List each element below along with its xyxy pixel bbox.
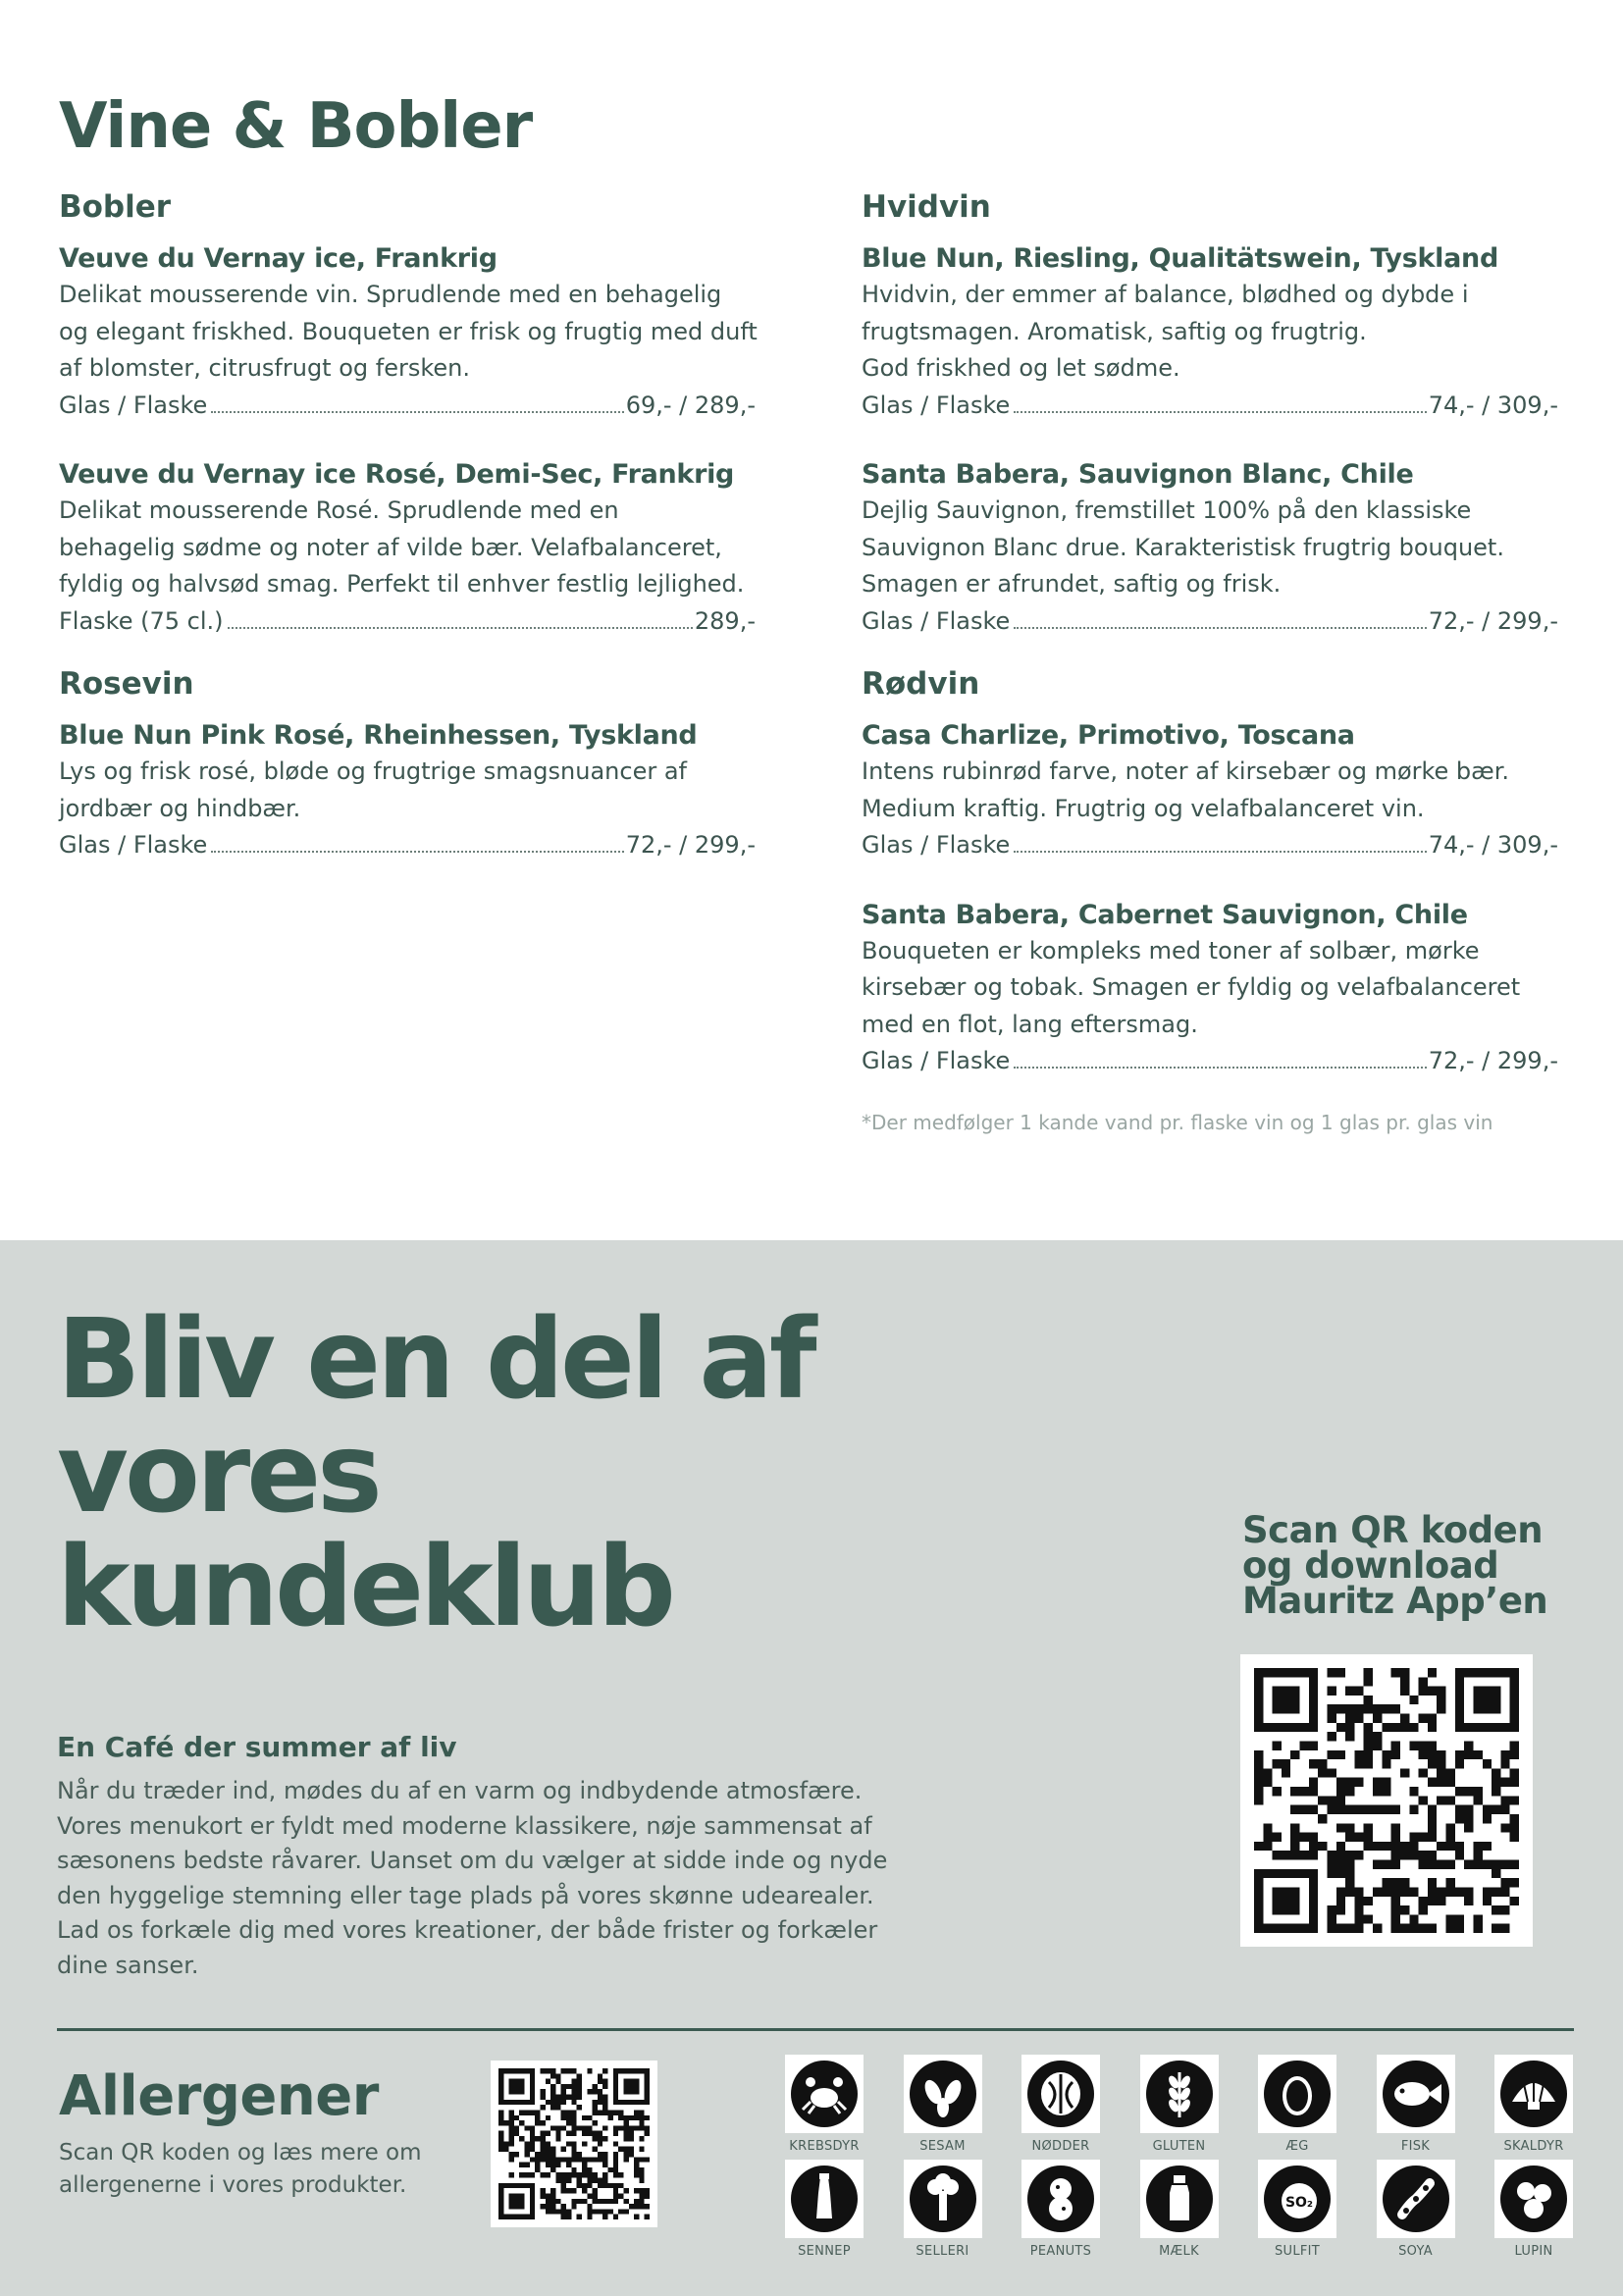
allergen-item <box>1243 2055 1351 2154</box>
allergen-item <box>1480 2055 1588 2154</box>
milk-icon <box>1140 2160 1219 2238</box>
cafe-text: Når du træder ind, mødes du af en varm og indbydende atmosfære. Vores menukort er fyldt med moderne klassikere, nøje sammensat af sæsonens bedste råvarer. Uanset om du vælger at sidde inde og nyde den hyggelige stemning eller tage plads på vores skønne udearealer. Lad os forkæle dig med vores kreationer, der både frister og forkæler dine sanser. <box>57 1777 888 1979</box>
dot-leader <box>1014 1067 1426 1069</box>
allergen-item <box>1362 2055 1470 2154</box>
wine-description-line: af blomster, citrusfrugt og fersken. <box>59 354 470 382</box>
wine-description-line: Intens rubinrød farve, noter af kirsebær og mørke bær. <box>862 757 1510 785</box>
allergens-qr-code[interactable] <box>491 2061 657 2227</box>
wine-name: Santa Babera, Cabernet Sauvignon, Chile <box>862 899 1468 930</box>
allergen-label: KREBSDYR <box>789 2139 860 2154</box>
wheat-icon <box>1140 2055 1219 2133</box>
allergen-label: NØDDER <box>1031 2139 1090 2154</box>
price-value: 69,- / 289,- <box>625 391 756 419</box>
lupin-icon <box>1494 2160 1573 2238</box>
wine-description-line: kirsebær og tobak. Smagen er fyldig og velafbalanceret <box>862 973 1521 1001</box>
price-label: Flaske (75 cl.) <box>59 606 224 635</box>
wine-item <box>862 898 1568 1080</box>
club-title <box>57 1296 813 1651</box>
section-heading: Rødvin <box>862 666 980 702</box>
allergen-item <box>1362 2160 1470 2259</box>
scan-line: Scan QR koden <box>1242 1509 1544 1551</box>
soy-icon <box>1377 2160 1455 2238</box>
wine-description-line: jordbær og hindbær. <box>59 794 301 822</box>
right-column <box>862 188 1568 1137</box>
sesame-icon <box>904 2055 982 2133</box>
wine-name: Santa Babera, Sauvignon Blanc, Chile <box>862 459 1414 490</box>
price-value: 74,- / 309,- <box>1428 831 1558 859</box>
allergen-label: SOYA <box>1398 2244 1433 2259</box>
dot-leader <box>1014 627 1426 629</box>
customer-club-section <box>0 1240 1623 2296</box>
allergen-label: SELLERI <box>916 2244 969 2259</box>
dot-leader <box>211 851 623 853</box>
allergen-item <box>889 2055 997 2154</box>
price-row <box>862 603 1558 641</box>
allergen-label: LUPIN <box>1514 2244 1553 2259</box>
peanut-icon <box>1021 2160 1100 2238</box>
allergens-text: Scan QR koden og læs mere om allergenerne i vores produkter. <box>59 2140 422 2198</box>
shell-icon <box>1494 2055 1573 2133</box>
page-title: Vine & Bobler <box>59 90 533 163</box>
wine-name: Blue Nun Pink Rosé, Rheinhessen, Tyskland <box>59 720 698 751</box>
price-value: 72,- / 299,- <box>1428 1047 1558 1074</box>
left-column <box>59 188 765 898</box>
wine-description-line: Delikat mousserende vin. Sprudlende med en behagelig <box>59 281 722 308</box>
allergen-item <box>1007 2160 1115 2259</box>
price-row <box>862 827 1558 864</box>
allergen-label: SKALDYR <box>1503 2139 1564 2154</box>
wine-description-line: fyldig og halvsød smag. Perfekt til enhver festlig lejlighed. <box>59 570 745 598</box>
fish-icon <box>1377 2055 1455 2133</box>
wine-description-line: Bouqueten er kompleks med toner af solbær, mørke <box>862 936 1480 965</box>
club-title-line: Bliv en del af <box>57 1296 813 1424</box>
mustard-icon <box>785 2160 864 2238</box>
allergen-label: FISK <box>1400 2139 1431 2154</box>
allergen-label: SENNEP <box>798 2244 851 2259</box>
scan-line: og download <box>1242 1544 1499 1587</box>
allergen-item <box>1007 2055 1115 2154</box>
wine-description-line: behagelig sødme og noter af vilde bær. Velafbalanceret, <box>59 533 722 561</box>
allergen-item <box>1126 2055 1233 2154</box>
allergen-item <box>770 2055 878 2154</box>
price-row <box>59 827 756 864</box>
price-label: Glas / Flaske <box>862 391 1011 419</box>
wine-item <box>862 241 1568 424</box>
wine-footnote: *Der medfølger 1 kande vand pr. flaske vin og 1 glas pr. glas vin <box>862 1110 1493 1134</box>
wine-name: Veuve du Vernay ice Rosé, Demi-Sec, Frankrig <box>59 459 735 490</box>
price-label: Glas / Flaske <box>862 831 1011 859</box>
wine-item <box>59 457 765 640</box>
divider <box>57 2028 1574 2031</box>
price-value: 72,- / 299,- <box>1428 606 1558 635</box>
allergen-label: PEANUTS <box>1029 2244 1092 2259</box>
celery-icon <box>904 2160 982 2238</box>
wine-description-line: Delikat mousserende Rosé. Sprudlende med en <box>59 496 619 524</box>
wine-description-line: Sauvignon Blanc drue. Karakteristisk frugtrig bouquet. <box>862 533 1504 561</box>
allergen-item <box>1243 2160 1351 2259</box>
allergen-item <box>1480 2160 1588 2259</box>
scan-app-heading <box>1242 1509 1548 1622</box>
svg-text:SO₂: SO₂ <box>1284 2195 1314 2211</box>
price-label: Glas / Flaske <box>59 831 208 859</box>
allergen-label: ÆG <box>1285 2139 1309 2154</box>
wine-name: Blue Nun, Riesling, Qualitätswein, Tyskland <box>862 243 1498 274</box>
allergen-item <box>889 2160 997 2259</box>
wine-description-line: God friskhed og let sødme. <box>862 354 1180 382</box>
dot-leader <box>1014 411 1426 413</box>
price-value: 72,- / 299,- <box>625 831 756 859</box>
wine-item <box>59 718 765 864</box>
allergens-heading: Allergener <box>59 2064 379 2128</box>
price-row <box>59 603 756 641</box>
allergen-item <box>770 2160 878 2259</box>
section-heading: Rosevin <box>59 666 194 702</box>
egg-icon <box>1258 2055 1336 2133</box>
allergen-label: SULFIT <box>1274 2244 1321 2259</box>
price-row <box>59 388 756 425</box>
dot-leader <box>211 411 623 413</box>
wine-item <box>862 457 1568 640</box>
dot-leader <box>1014 851 1426 853</box>
price-label: Glas / Flaske <box>862 1047 1011 1074</box>
sulfite-icon <box>1258 2160 1336 2238</box>
price-value: 289,- <box>694 606 756 635</box>
wine-name: Veuve du Vernay ice, Frankrig <box>59 243 497 274</box>
wine-description-line: Lys og frisk rosé, bløde og frugtrige smagsnuancer af <box>59 757 687 785</box>
price-label: Glas / Flaske <box>59 391 208 419</box>
price-row <box>862 388 1558 425</box>
price-value: 74,- / 309,- <box>1428 391 1558 419</box>
nut-icon <box>1021 2055 1100 2133</box>
crab-icon <box>785 2055 864 2133</box>
wine-description-line: Smagen er afrundet, saftig og frisk. <box>862 570 1282 598</box>
wine-description-line: frugtsmagen. Aromatisk, saftig og frugtrig. <box>862 317 1367 345</box>
cafe-heading: En Café der summer af liv <box>57 1731 457 1763</box>
section-heading: Bobler <box>59 189 172 225</box>
club-title-line: kundeklub <box>57 1524 672 1651</box>
wine-item <box>862 718 1568 864</box>
dot-leader <box>228 627 693 629</box>
price-row <box>862 1043 1558 1080</box>
wine-description-line: og elegant friskhed. Bouqueten er frisk og frugtig med duft <box>59 317 758 345</box>
wine-description-line: Medium kraftig. Frugtrig og velafbalanceret vin. <box>862 794 1425 822</box>
allergen-item <box>1126 2160 1233 2259</box>
app-qr-code[interactable] <box>1240 1654 1533 1947</box>
club-title-line: vores <box>57 1410 379 1538</box>
wine-description-line: med en flot, lang eftersmag. <box>862 1010 1198 1038</box>
wine-description-line: Hvidvin, der emmer af balance, blødhed og dybde i <box>862 281 1469 308</box>
allergen-label: GLUTEN <box>1152 2139 1206 2154</box>
price-label: Glas / Flaske <box>862 606 1011 635</box>
allergen-label: SESAM <box>919 2139 966 2154</box>
wine-item <box>59 241 765 424</box>
section-heading: Hvidvin <box>862 189 991 225</box>
scan-line: Mauritz App’en <box>1242 1580 1548 1622</box>
wine-description-line: Dejlig Sauvignon, fremstillet 100% på den klassiske <box>862 496 1472 524</box>
wine-name: Casa Charlize, Primotivo, Toscana <box>862 720 1355 751</box>
allergen-label: MÆLK <box>1159 2244 1199 2259</box>
